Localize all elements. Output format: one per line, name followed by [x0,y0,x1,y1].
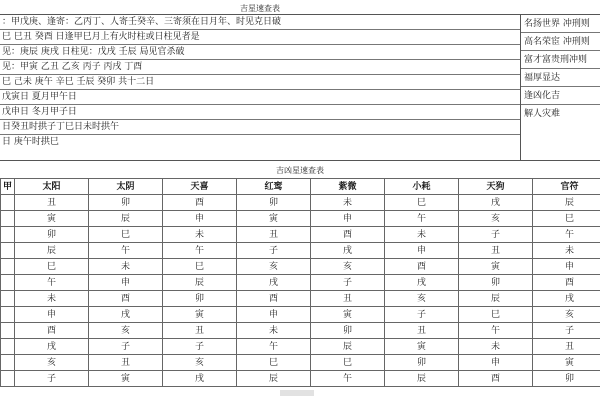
table-cell: 巳 [385,195,459,211]
table-row [1,355,600,371]
table-cell: 丑 [15,195,89,211]
table-cell: 辰 [15,243,89,259]
rule-row: 戊申日 冬月甲子日 [0,105,520,120]
effect-row: 富才富贵刑冲则 [521,51,600,69]
effect-row: 福厚显达 [521,69,600,87]
table-row [1,371,600,387]
table-cell: 申 [385,243,459,259]
table-cell [1,371,15,387]
table-cell [1,275,15,291]
table-cell: 寅 [385,339,459,355]
table-row [1,243,600,259]
table-cell: 午 [311,371,385,387]
table-cell: 寅 [311,307,385,323]
table-cell: 辰 [163,275,237,291]
effect-row: 高名荣宦 冲刑则 [521,33,600,51]
rule-row: 日癸丑时拱子丁巳日未时拱午 [0,120,520,135]
table-cell: 戌 [237,275,311,291]
table-cell: 寅 [89,371,163,387]
table-cell: 子 [89,339,163,355]
table-cell: 未 [15,291,89,307]
table-row [1,259,600,275]
column-header: 太阳 [15,179,89,195]
column-header: 官符 [533,179,600,195]
table-cell: 丑 [533,339,600,355]
table-cell: 辰 [459,291,533,307]
table-cell: 酉 [311,227,385,243]
table-cell: 午 [459,323,533,339]
table-cell: 辰 [311,339,385,355]
table-cell: 午 [237,339,311,355]
table-cell: 寅 [533,355,600,371]
table-cell [1,355,15,371]
table-cell: 卯 [163,291,237,307]
table-row [1,307,600,323]
table-cell: 寅 [237,211,311,227]
table-cell: 亥 [89,323,163,339]
table-cell: 巳 [237,355,311,371]
lucky-star-rules [0,15,521,160]
table-cell: 丑 [89,355,163,371]
rule-row: 巳 巳丑 癸酉 日逢甲巳月上有火时柱或日柱见者是 [0,30,520,45]
table-cell: 酉 [15,323,89,339]
table-cell: 卯 [385,355,459,371]
rule-row: 见：庚辰 庚戌 日柱见：戊戌 壬辰 局见官杀破 [0,45,520,60]
star-lookup-table [0,178,600,387]
table-cell: 亥 [163,355,237,371]
table-cell: 申 [459,355,533,371]
table-cell: 午 [89,243,163,259]
table-cell: 辰 [385,371,459,387]
table-cell: 戌 [311,243,385,259]
table-cell: 丑 [459,243,533,259]
table-cell: 酉 [533,275,600,291]
table-cell [1,323,15,339]
table-cell: 戌 [385,275,459,291]
table-cell [1,259,15,275]
effect-row: 逢凶化吉 [521,87,600,105]
table-cell: 丑 [163,323,237,339]
table-cell: 亥 [311,259,385,275]
table-cell: 丑 [385,323,459,339]
table-cell: 酉 [89,291,163,307]
table-cell [1,195,15,211]
table-cell: 申 [237,307,311,323]
table-cell [1,291,15,307]
table-cell [1,243,15,259]
table-cell: 酉 [459,371,533,387]
table-cell: 未 [311,195,385,211]
table-cell: 卯 [311,323,385,339]
column-header: 小耗 [385,179,459,195]
table-row [1,195,600,211]
table-cell: 寅 [15,211,89,227]
table-cell [1,211,15,227]
table-cell: 卯 [459,275,533,291]
table-row [1,323,600,339]
table-cell: 丑 [237,227,311,243]
table-cell: 申 [533,259,600,275]
lucky-star-table-title: 吉星速查表 [240,4,280,13]
table-cell: 未 [237,323,311,339]
table-cell: 巳 [163,259,237,275]
table-cell: 未 [163,227,237,243]
rule-row: 见：甲寅 乙丑 乙亥 丙子 丙戌 丁酉 [0,60,520,75]
table-cell: 亥 [385,291,459,307]
table-cell: 亥 [237,259,311,275]
table-cell: 未 [89,259,163,275]
table-cell: 戌 [163,371,237,387]
header-row [1,179,600,195]
table-cell: 戌 [15,339,89,355]
rule-row: 戊寅日 夏月甲午日 [0,90,520,105]
table-cell: 申 [15,307,89,323]
table-cell: 亥 [533,307,600,323]
table-cell: 申 [89,275,163,291]
table-cell: 巳 [89,227,163,243]
table-cell: 戌 [459,195,533,211]
table-cell: 巳 [15,259,89,275]
table-cell: 亥 [459,211,533,227]
table-cell: 子 [311,275,385,291]
lucky-star-table [0,14,600,161]
table-cell: 子 [15,371,89,387]
table-cell: 卯 [533,371,600,387]
table-cell: 子 [459,227,533,243]
table-cell: 戌 [533,291,600,307]
table-cell: 子 [237,243,311,259]
rule-row: 日 庚午时拱巳 [2,137,59,147]
effect-row: 名扬世界 冲刑则 [521,15,600,33]
table-cell: 巳 [459,307,533,323]
table-row [1,339,600,355]
table-row [1,275,600,291]
table-cell: 辰 [237,371,311,387]
column-header: 天喜 [163,179,237,195]
column-header: 天狗 [459,179,533,195]
column-header: 甲 [1,179,15,195]
table-cell: 酉 [385,259,459,275]
table-cell: 卯 [89,195,163,211]
table-cell: 申 [163,211,237,227]
table-body [1,195,600,387]
table-cell: 子 [163,339,237,355]
column-header: 紫微 [311,179,385,195]
table-cell: 未 [533,243,600,259]
table-cell: 卯 [15,227,89,243]
lucky-star-effects [521,15,600,160]
table-cell: 申 [311,211,385,227]
table-row [1,211,600,227]
table-cell: 戌 [89,307,163,323]
table-row [1,227,600,243]
table-cell: 酉 [163,195,237,211]
rule-row: 巳 己未 庚午 辛巳 壬辰 癸卯 共十二日 [0,75,520,90]
page-footer-mark [280,390,314,396]
table-cell: 辰 [533,195,600,211]
table-cell: 巳 [533,211,600,227]
star-lookup-table-title: 吉凶星速查表 [276,166,324,175]
table-cell: 酉 [237,291,311,307]
table-cell: 亥 [15,355,89,371]
table-cell [1,307,15,323]
table-cell: 未 [459,339,533,355]
effect-row: 解人灾难 [524,109,561,119]
column-header: 太阴 [89,179,163,195]
table-cell: 午 [385,211,459,227]
table-cell: 卯 [237,195,311,211]
table-cell: 寅 [163,307,237,323]
column-header: 红鸾 [237,179,311,195]
table-cell [1,227,15,243]
table-cell: 午 [533,227,600,243]
table-cell: 午 [15,275,89,291]
table-cell: 午 [163,243,237,259]
table-cell: 巳 [311,355,385,371]
table-cell: 未 [385,227,459,243]
rule-row: ：甲戊庚、逢寄：乙丙丁、人寄壬癸辛、三寄须在日月年、时见克日破 [0,15,520,30]
table-cell: 丑 [311,291,385,307]
table-row [1,291,600,307]
table-cell: 辰 [89,211,163,227]
table-cell [1,339,15,355]
table-cell: 子 [533,323,600,339]
table-cell: 子 [385,307,459,323]
table-cell: 寅 [459,259,533,275]
